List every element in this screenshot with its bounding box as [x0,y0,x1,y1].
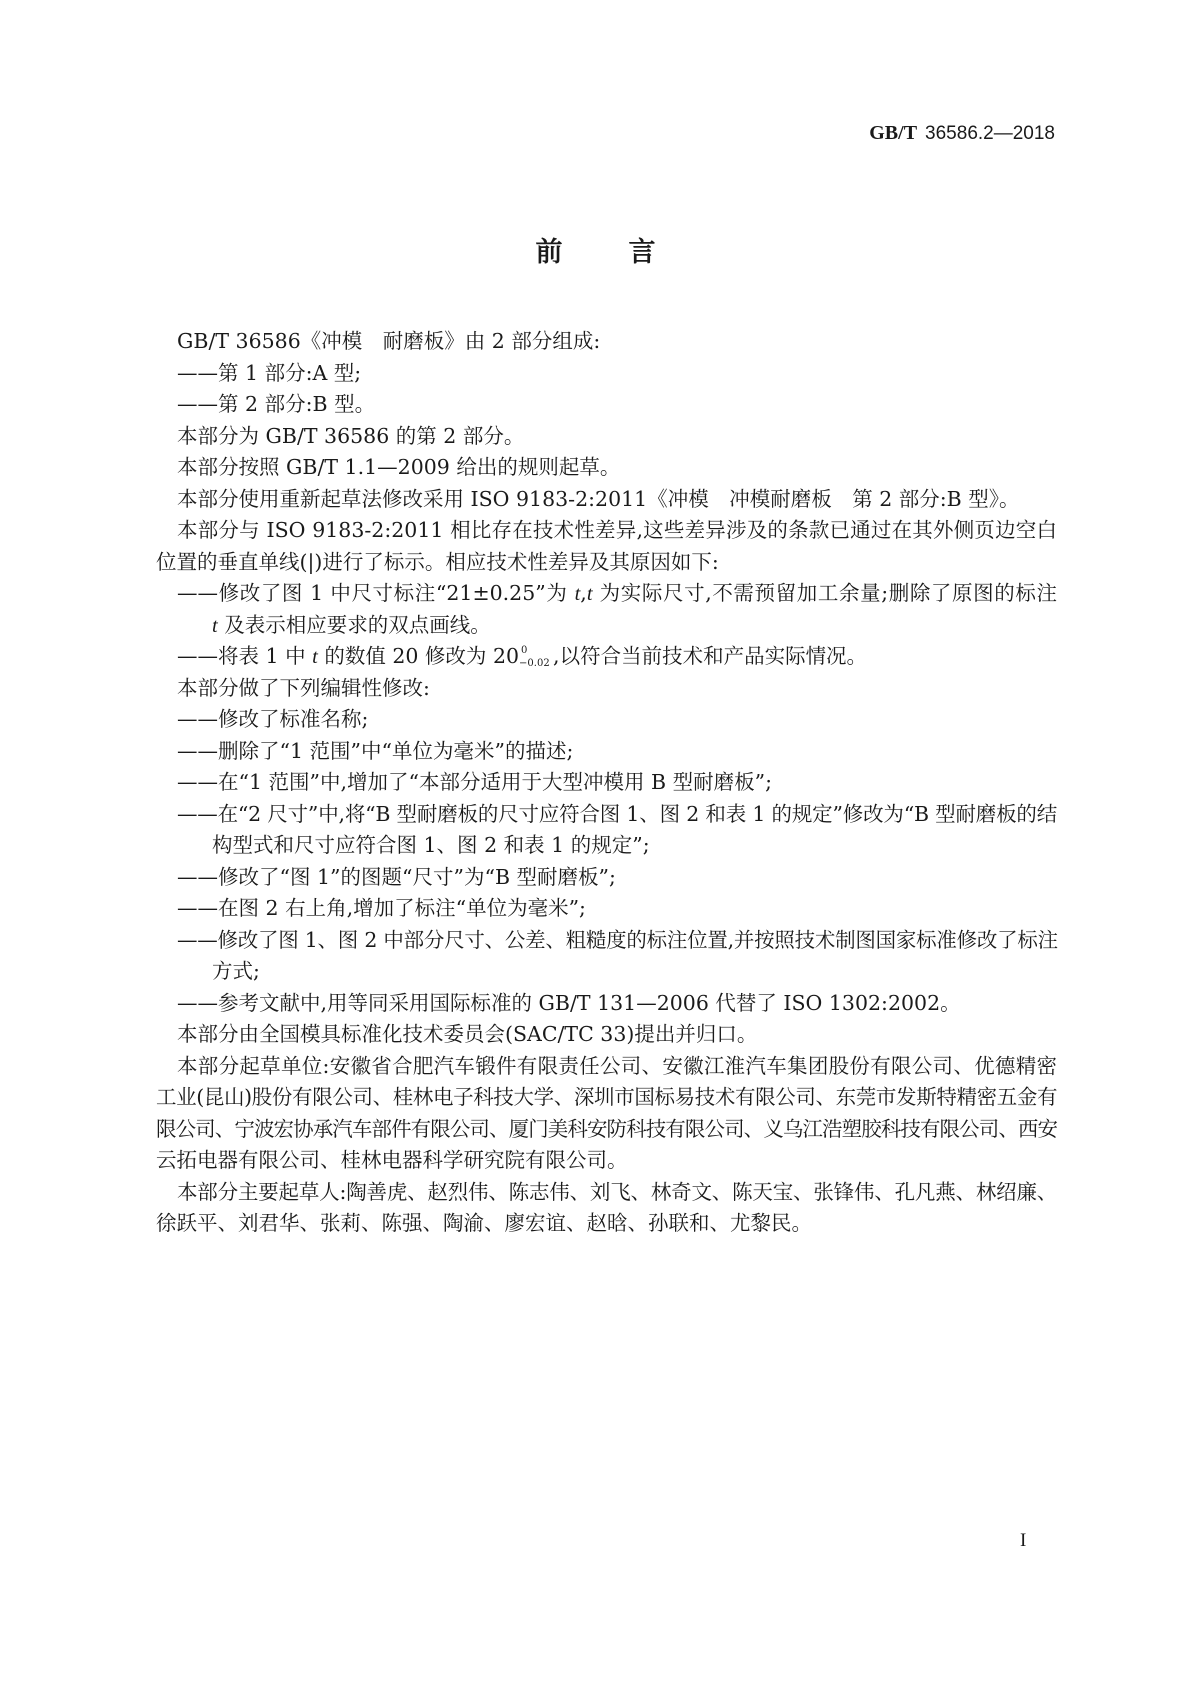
list-item: ——参考文献中,用等同采用国际标准的 GB/T 131—2006 代替了 ISO 1302:2002。 [177,990,961,1015]
text: 的数值 20 修改为 20 [317,644,520,668]
list-item-continuation [156,610,1057,642]
text: 及表示相应要求的双点画线。 [217,612,491,637]
list-item: ——在图 2 右上角,增加了标注“单位为毫米”; [177,896,586,920]
paragraph-line: 本部分按照 GB/T 1.1—2009 给出的规则起草。 [177,455,621,479]
text: ——修改了图 1 中尺寸标注“21±0.25”为 [177,581,575,605]
symbol-t: t [312,646,318,668]
tolerance [519,644,553,669]
standard-prefix: GB/T [869,122,918,144]
list-item: ——修改了图 1、图 2 中部分尺寸、公差、粗糙度的标注位置,并按照技术制图国家标准修改了标注 [177,927,1058,952]
list-item: ——第 2 部分:B 型。 [177,392,376,416]
symbol-t: t [574,583,581,605]
paragraph-line: GB/T 36586《冲模 耐磨板》由 2 部分组成: [177,329,601,353]
text: ,以符合当前技术和产品实际情况。 [553,644,868,668]
list-item-continuation: 构型式和尺寸应符合图 1、图 2 和表 1 的规定”; [212,833,650,857]
list-item: ——第 1 部分:A 型; [177,360,362,385]
page-title [0,230,1191,269]
text: 为实际尺寸,不需预留加工余量;删除了原图的标注 [592,581,1057,605]
list-item [156,578,1057,610]
tolerance-lower: −0.02 [519,657,550,669]
list-item: ——删除了“1 范围”中“单位为毫米”的描述; [177,738,574,763]
foreword-body [156,326,1057,1240]
standard-number-header [869,122,1055,145]
list-item: ——修改了标准名称; [177,707,369,731]
paragraph-line: 本部分主要起草人:陶善虎、赵烈伟、陈志伟、刘飞、林奇文、陈天宝、张锋伟、孔凡燕、林绍廉、 [177,1179,1057,1204]
text: , [580,581,587,605]
paragraph-line: 本部分与 ISO 9183-2:2011 相比存在技术性差异,这些差异涉及的条款已通过在其外侧页边空白 [177,518,1057,542]
symbol-t: t [212,614,218,637]
symbol-t: t [586,583,593,605]
title-char: 言 [628,237,656,268]
list-item: ——在“1 范围”中,增加了“本部分适用于大型冲模用 B 型耐磨板”; [177,770,772,794]
paragraph-line: 徐跃平、刘君华、张莉、陈强、陶渝、廖宏谊、赵晗、孙联和、尤黎民。 [156,1211,812,1235]
paragraph-line: 本部分起草单位:安徽省合肥汽车锻件有限责任公司、安徽江淮汽车集团股份有限公司、优德精密 [177,1053,1057,1078]
list-item-continuation: 方式; [212,959,260,983]
list-item: ——在“2 尺寸”中,将“B 型耐磨板的尺寸应符合图 1、图 2 和表 1 的规定”修改为“B 型耐磨板的结 [177,801,1057,826]
title-char: 前 [535,237,563,268]
tolerance-upper: 0 [521,644,528,656]
paragraph-line: 工业(昆山)股份有限公司、桂林电子科技大学、深圳市国标易技术有限公司、东莞市发斯特精密五金有 [156,1085,1057,1109]
paragraph-line: 本部分由全国模具标准化技术委员会(SAC/TC 33)提出并归口。 [177,1022,758,1046]
page-number: I [1020,1530,1027,1551]
paragraph-line: 本部分做了下列编辑性修改: [177,675,430,700]
text: ——将表 1 中 [177,644,313,668]
standard-number: 36586.2—2018 [925,123,1055,144]
paragraph-line: 本部分使用重新起草法修改采用 ISO 9183-2:2011《冲模 冲模耐磨板 第 2 部分:B 型》。 [177,486,1020,511]
paragraph-line: 限公司、宁波宏协承汽车部件有限公司、厦门美科安防科技有限公司、义乌江浩塑胶科技有限公司、西安 [156,1116,1057,1141]
paragraph-line: 本部分为 GB/T 36586 的第 2 部分。 [177,423,525,448]
paragraph-line: 位置的垂直单线(|)进行了标示。相应技术性差异及其原因如下: [156,549,719,574]
list-item: ——修改了“图 1”的图题“尺寸”为“B 型耐磨板”; [177,864,616,889]
list-item [156,641,1057,673]
paragraph-line: 云拓电器有限公司、桂林电器科学研究院有限公司。 [156,1148,628,1172]
